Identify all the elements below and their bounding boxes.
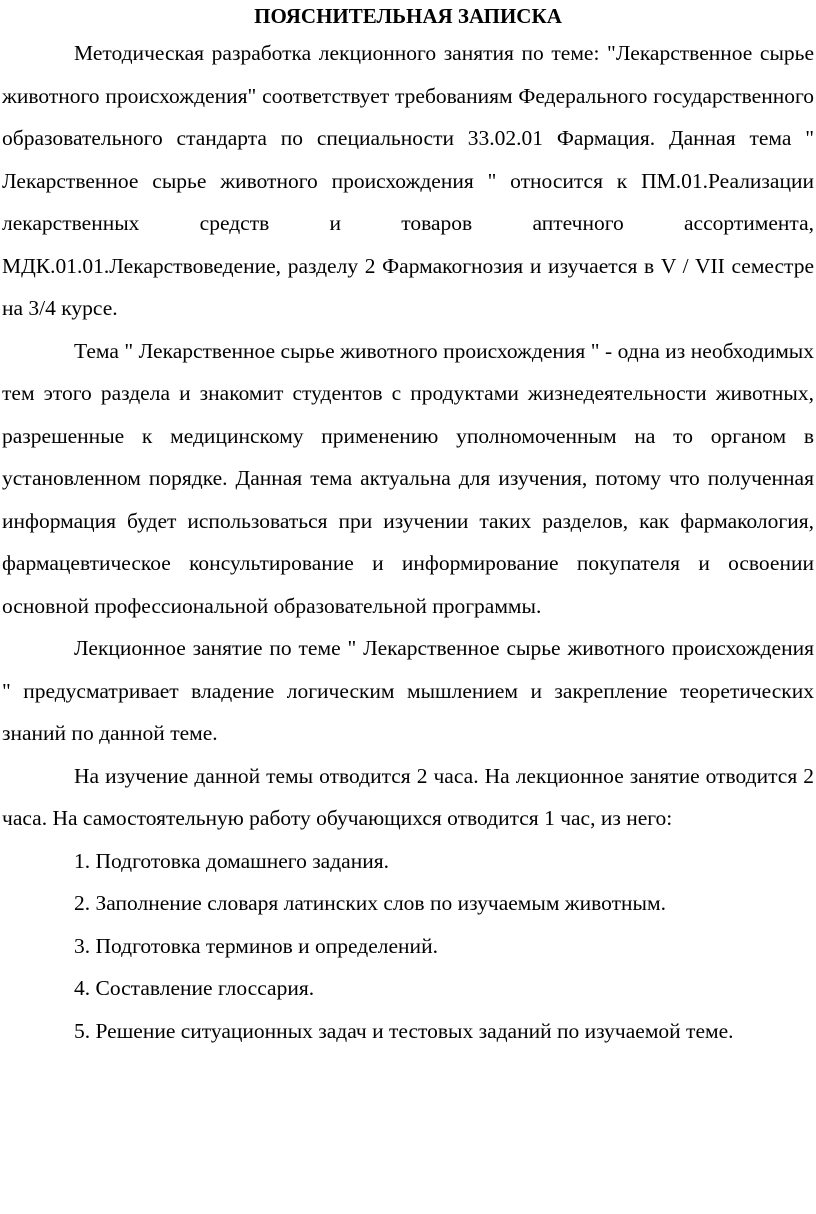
list-item: 4. Составление глоссария. [74,976,315,1000]
paragraph-lecture-goals: Лекционное занятие по теме " Лекарственное сырье животного происхождения " предусматривает владение логическим мышлением и закрепление теоретических знаний по данной теме. [2,636,814,745]
paragraph-hours: На изучение данной темы отводится 2 часа. На лекционное занятие отводится 2 часа. На самостоятельную работу обучающихся отводится 1 час, из него: [2,763,814,830]
list-item: 2. Заполнение словаря латинских слов по изучаемым животным. [74,891,666,915]
list-item: 5. Решение ситуационных задач и тестовых заданий по изучаемой теме. [74,1018,734,1043]
document-title: ПОЯСНИТЕЛЬНАЯ ЗАПИСКА [254,4,562,28]
paragraph-intro: Методическая разработка лекционного занятия по теме: "Лекарственное сырье животного происхождения" соответствует требованиям Федерального государственного образовательного стандарта по специальности 33.02.01 Фармация. Данная тема " Лекарственное сырье животного происхождения " относится к ПМ.01.Реализации лекарственных средств и товаров аптечного ассортимента, МДК.01.01.Лекарствоведение, разделу 2 Фармакогнозия и изучается в V / VII семестре на 3/4 курсе. [2,41,814,320]
list-item: 3. Подготовка терминов и определений. [74,933,438,958]
list-item: 1. Подготовка домашнего задания. [74,848,389,873]
self-study-list [2,840,814,1053]
paragraph-topic-relevance: Тема " Лекарственное сырье животного происхождения " - одна из необходимых тем этого раздела и знакомит студентов с продуктами жизнедеятельности животных, разрешенные к медицинскому применению уполномоченным на то органом в установленном порядке. Данная тема актуальна для изучения, потому что полученная информация будет использоваться при изучении таких разделов, как фармакология, фармацевтическое консультирование и информирование покупателя и освоении основной профессиональной образовательной программы. [2,338,814,618]
